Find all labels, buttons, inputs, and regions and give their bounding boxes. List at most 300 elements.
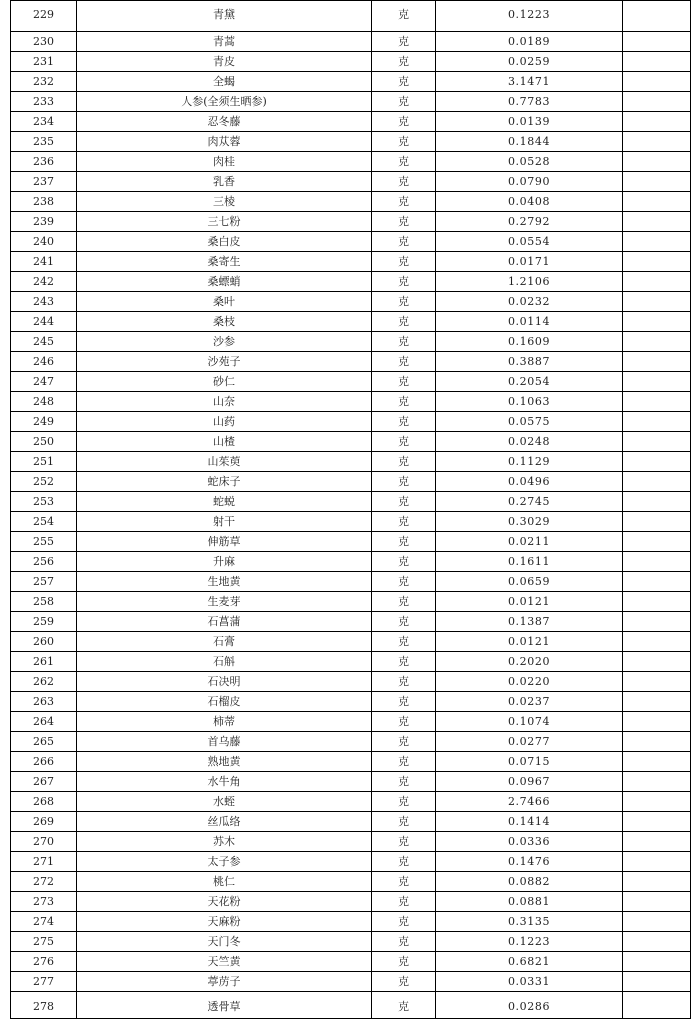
table-row [11, 532, 691, 552]
unit-cell: 克 [372, 332, 436, 352]
unit-cell: 克 [372, 792, 436, 812]
note-cell [623, 752, 691, 772]
note-cell [623, 452, 691, 472]
herb-name-cell: 天竺黄 [77, 952, 372, 972]
herb-name-cell: 山茱萸 [77, 452, 372, 472]
row-number-cell: 277 [11, 972, 77, 992]
unit-cell: 克 [372, 512, 436, 532]
herb-name-cell: 苏木 [77, 832, 372, 852]
note-cell [623, 712, 691, 732]
unit-cell: 克 [372, 592, 436, 612]
value-cell: 0.1223 [436, 932, 623, 952]
herb-name-cell: 石斛 [77, 652, 372, 672]
note-cell [623, 432, 691, 452]
unit-cell: 克 [372, 152, 436, 172]
table-row [11, 852, 691, 872]
table-row [11, 112, 691, 132]
unit-cell: 克 [372, 452, 436, 472]
value-cell: 0.3887 [436, 352, 623, 372]
note-cell [623, 332, 691, 352]
value-cell: 1.2106 [436, 272, 623, 292]
herb-name-cell: 肉桂 [77, 152, 372, 172]
value-cell: 0.0189 [436, 32, 623, 52]
row-number-cell: 250 [11, 432, 77, 452]
note-cell [623, 932, 691, 952]
unit-cell: 克 [372, 172, 436, 192]
value-cell: 0.0528 [436, 152, 623, 172]
unit-cell: 克 [372, 352, 436, 372]
note-cell [623, 212, 691, 232]
note-cell [623, 872, 691, 892]
row-number-cell: 234 [11, 112, 77, 132]
herb-name-cell: 天花粉 [77, 892, 372, 912]
unit-cell: 克 [372, 432, 436, 452]
value-cell: 0.0259 [436, 52, 623, 72]
unit-cell: 克 [372, 52, 436, 72]
herb-name-cell: 人参(全须生晒参) [77, 92, 372, 112]
row-number-cell: 276 [11, 952, 77, 972]
value-cell: 0.0220 [436, 672, 623, 692]
note-cell [623, 492, 691, 512]
unit-cell: 克 [372, 532, 436, 552]
row-number-cell: 265 [11, 732, 77, 752]
row-number-cell: 251 [11, 452, 77, 472]
value-cell: 0.0336 [436, 832, 623, 852]
note-cell [623, 672, 691, 692]
herb-name-cell: 山药 [77, 412, 372, 432]
herb-name-cell: 石菖蒲 [77, 612, 372, 632]
unit-cell: 克 [372, 852, 436, 872]
herb-name-cell: 熟地黄 [77, 752, 372, 772]
unit-cell: 克 [372, 752, 436, 772]
value-cell: 0.0575 [436, 412, 623, 432]
value-cell: 0.1063 [436, 392, 623, 412]
note-cell [623, 1, 691, 32]
table-row [11, 432, 691, 452]
unit-cell: 克 [372, 612, 436, 632]
row-number-cell: 257 [11, 572, 77, 592]
herb-name-cell: 桑叶 [77, 292, 372, 312]
herb-name-cell: 青蒿 [77, 32, 372, 52]
table-row [11, 252, 691, 272]
note-cell [623, 592, 691, 612]
note-cell [623, 472, 691, 492]
value-cell: 0.0237 [436, 692, 623, 712]
herb-name-cell: 石决明 [77, 672, 372, 692]
value-cell: 0.0659 [436, 572, 623, 592]
row-number-cell: 246 [11, 352, 77, 372]
note-cell [623, 952, 691, 972]
table-row [11, 32, 691, 52]
herb-name-cell: 山楂 [77, 432, 372, 452]
herb-name-cell: 桑白皮 [77, 232, 372, 252]
note-cell [623, 132, 691, 152]
unit-cell: 克 [372, 1, 436, 32]
row-number-cell: 245 [11, 332, 77, 352]
table-row [11, 992, 691, 1019]
note-cell [623, 392, 691, 412]
herb-name-cell: 三七粉 [77, 212, 372, 232]
table-row [11, 172, 691, 192]
table-row [11, 132, 691, 152]
unit-cell: 克 [372, 92, 436, 112]
table-row [11, 772, 691, 792]
table-row [11, 92, 691, 112]
row-number-cell: 258 [11, 592, 77, 612]
table-row [11, 152, 691, 172]
note-cell [623, 512, 691, 532]
value-cell: 0.0286 [436, 992, 623, 1019]
unit-cell: 克 [372, 932, 436, 952]
note-cell [623, 312, 691, 332]
herb-name-cell: 石膏 [77, 632, 372, 652]
unit-cell: 克 [372, 992, 436, 1019]
unit-cell: 克 [372, 972, 436, 992]
herb-name-cell: 丝瓜络 [77, 812, 372, 832]
document-page [10, 0, 690, 1019]
note-cell [623, 292, 691, 312]
herb-name-cell: 全蝎 [77, 72, 372, 92]
row-number-cell: 270 [11, 832, 77, 852]
unit-cell: 克 [372, 912, 436, 932]
row-number-cell: 241 [11, 252, 77, 272]
value-cell: 0.6821 [436, 952, 623, 972]
herb-name-cell: 青皮 [77, 52, 372, 72]
row-number-cell: 267 [11, 772, 77, 792]
row-number-cell: 244 [11, 312, 77, 332]
table-row [11, 672, 691, 692]
row-number-cell: 230 [11, 32, 77, 52]
value-cell: 0.0881 [436, 892, 623, 912]
row-number-cell: 242 [11, 272, 77, 292]
table-row [11, 652, 691, 672]
row-number-cell: 254 [11, 512, 77, 532]
value-cell: 0.0554 [436, 232, 623, 252]
value-cell: 0.3135 [436, 912, 623, 932]
table-row [11, 792, 691, 812]
note-cell [623, 652, 691, 672]
note-cell [623, 832, 691, 852]
herb-name-cell: 天门冬 [77, 932, 372, 952]
herb-name-cell: 葶苈子 [77, 972, 372, 992]
table-row [11, 452, 691, 472]
table-row [11, 952, 691, 972]
herb-name-cell: 首乌藤 [77, 732, 372, 752]
value-cell: 0.1223 [436, 1, 623, 32]
value-cell: 0.0248 [436, 432, 623, 452]
herb-name-cell: 天麻粉 [77, 912, 372, 932]
herb-name-cell: 忍冬藤 [77, 112, 372, 132]
unit-cell: 克 [372, 472, 436, 492]
table-row [11, 812, 691, 832]
unit-cell: 克 [372, 212, 436, 232]
table-row [11, 612, 691, 632]
unit-cell: 克 [372, 712, 436, 732]
value-cell: 0.0211 [436, 532, 623, 552]
herb-name-cell: 生麦芽 [77, 592, 372, 612]
row-number-cell: 272 [11, 872, 77, 892]
herb-name-cell: 柿蒂 [77, 712, 372, 732]
value-cell: 0.0139 [436, 112, 623, 132]
note-cell [623, 52, 691, 72]
table-row [11, 292, 691, 312]
herb-name-cell: 桑枝 [77, 312, 372, 332]
row-number-cell: 273 [11, 892, 77, 912]
note-cell [623, 32, 691, 52]
value-cell: 0.0882 [436, 872, 623, 892]
value-cell: 0.1476 [436, 852, 623, 872]
unit-cell: 克 [372, 772, 436, 792]
unit-cell: 克 [372, 132, 436, 152]
table-row [11, 552, 691, 572]
unit-cell: 克 [372, 112, 436, 132]
herb-name-cell: 水蛭 [77, 792, 372, 812]
row-number-cell: 232 [11, 72, 77, 92]
note-cell [623, 192, 691, 212]
unit-cell: 克 [372, 312, 436, 332]
unit-cell: 克 [372, 732, 436, 752]
value-cell: 0.2054 [436, 372, 623, 392]
table-row [11, 752, 691, 772]
herb-name-cell: 桃仁 [77, 872, 372, 892]
value-cell: 0.0715 [436, 752, 623, 772]
herb-name-cell: 砂仁 [77, 372, 372, 392]
unit-cell: 克 [372, 492, 436, 512]
unit-cell: 克 [372, 32, 436, 52]
row-number-cell: 233 [11, 92, 77, 112]
herb-name-cell: 透骨草 [77, 992, 372, 1019]
herb-name-cell: 三棱 [77, 192, 372, 212]
row-number-cell: 229 [11, 1, 77, 32]
value-cell: 3.1471 [436, 72, 623, 92]
note-cell [623, 72, 691, 92]
note-cell [623, 912, 691, 932]
note-cell [623, 372, 691, 392]
table-row [11, 352, 691, 372]
unit-cell: 克 [372, 552, 436, 572]
value-cell: 0.0171 [436, 252, 623, 272]
table-row [11, 272, 691, 292]
price-table [10, 0, 691, 1019]
table-row [11, 572, 691, 592]
unit-cell: 克 [372, 692, 436, 712]
row-number-cell: 249 [11, 412, 77, 432]
herb-name-cell: 沙参 [77, 332, 372, 352]
row-number-cell: 243 [11, 292, 77, 312]
value-cell: 0.0967 [436, 772, 623, 792]
unit-cell: 克 [372, 192, 436, 212]
unit-cell: 克 [372, 272, 436, 292]
row-number-cell: 240 [11, 232, 77, 252]
value-cell: 2.7466 [436, 792, 623, 812]
value-cell: 0.0121 [436, 592, 623, 612]
note-cell [623, 692, 691, 712]
herb-name-cell: 蛇床子 [77, 472, 372, 492]
value-cell: 0.0408 [436, 192, 623, 212]
note-cell [623, 252, 691, 272]
note-cell [623, 572, 691, 592]
row-number-cell: 253 [11, 492, 77, 512]
row-number-cell: 260 [11, 632, 77, 652]
value-cell: 0.0496 [436, 472, 623, 492]
note-cell [623, 792, 691, 812]
unit-cell: 克 [372, 892, 436, 912]
value-cell: 0.0331 [436, 972, 623, 992]
table-row [11, 312, 691, 332]
row-number-cell: 275 [11, 932, 77, 952]
unit-cell: 克 [372, 252, 436, 272]
herb-name-cell: 伸筋草 [77, 532, 372, 552]
table-row [11, 892, 691, 912]
row-number-cell: 262 [11, 672, 77, 692]
row-number-cell: 255 [11, 532, 77, 552]
herb-name-cell: 沙苑子 [77, 352, 372, 372]
note-cell [623, 732, 691, 752]
note-cell [623, 612, 691, 632]
note-cell [623, 972, 691, 992]
value-cell: 0.1074 [436, 712, 623, 732]
note-cell [623, 352, 691, 372]
table-row [11, 72, 691, 92]
table-row [11, 332, 691, 352]
table-row [11, 472, 691, 492]
value-cell: 0.1609 [436, 332, 623, 352]
herb-name-cell: 乳香 [77, 172, 372, 192]
herb-name-cell: 桑螵蛸 [77, 272, 372, 292]
note-cell [623, 772, 691, 792]
table-row [11, 192, 691, 212]
note-cell [623, 272, 691, 292]
row-number-cell: 235 [11, 132, 77, 152]
value-cell: 0.1129 [436, 452, 623, 472]
table-row [11, 692, 691, 712]
table-row [11, 632, 691, 652]
unit-cell: 克 [372, 952, 436, 972]
unit-cell: 克 [372, 572, 436, 592]
row-number-cell: 238 [11, 192, 77, 212]
table-row [11, 492, 691, 512]
herb-name-cell: 生地黄 [77, 572, 372, 592]
table-row [11, 872, 691, 892]
herb-name-cell: 蛇蜕 [77, 492, 372, 512]
unit-cell: 克 [372, 372, 436, 392]
row-number-cell: 274 [11, 912, 77, 932]
row-number-cell: 248 [11, 392, 77, 412]
value-cell: 0.7783 [436, 92, 623, 112]
unit-cell: 克 [372, 232, 436, 252]
row-number-cell: 231 [11, 52, 77, 72]
unit-cell: 克 [372, 632, 436, 652]
table-row [11, 932, 691, 952]
note-cell [623, 412, 691, 432]
unit-cell: 克 [372, 872, 436, 892]
table-row [11, 232, 691, 252]
table-row [11, 912, 691, 932]
herb-name-cell: 太子参 [77, 852, 372, 872]
value-cell: 0.1611 [436, 552, 623, 572]
unit-cell: 克 [372, 392, 436, 412]
table-row [11, 372, 691, 392]
value-cell: 0.2792 [436, 212, 623, 232]
note-cell [623, 172, 691, 192]
row-number-cell: 252 [11, 472, 77, 492]
value-cell: 0.1844 [436, 132, 623, 152]
value-cell: 0.2745 [436, 492, 623, 512]
row-number-cell: 247 [11, 372, 77, 392]
row-number-cell: 278 [11, 992, 77, 1019]
row-number-cell: 236 [11, 152, 77, 172]
unit-cell: 克 [372, 412, 436, 432]
row-number-cell: 263 [11, 692, 77, 712]
value-cell: 0.1414 [436, 812, 623, 832]
unit-cell: 克 [372, 812, 436, 832]
row-number-cell: 256 [11, 552, 77, 572]
herb-name-cell: 射干 [77, 512, 372, 532]
note-cell [623, 992, 691, 1019]
table-row [11, 512, 691, 532]
table-row [11, 412, 691, 432]
row-number-cell: 259 [11, 612, 77, 632]
value-cell: 0.2020 [436, 652, 623, 672]
value-cell: 0.0232 [436, 292, 623, 312]
table-row [11, 712, 691, 732]
note-cell [623, 92, 691, 112]
value-cell: 0.0121 [436, 632, 623, 652]
herb-name-cell: 青黛 [77, 1, 372, 32]
unit-cell: 克 [372, 672, 436, 692]
row-number-cell: 264 [11, 712, 77, 732]
value-cell: 0.3029 [436, 512, 623, 532]
table-row [11, 592, 691, 612]
note-cell [623, 892, 691, 912]
note-cell [623, 532, 691, 552]
note-cell [623, 112, 691, 132]
row-number-cell: 239 [11, 212, 77, 232]
unit-cell: 克 [372, 832, 436, 852]
table-row [11, 1, 691, 32]
row-number-cell: 269 [11, 812, 77, 832]
herb-name-cell: 水牛角 [77, 772, 372, 792]
table-row [11, 732, 691, 752]
row-number-cell: 237 [11, 172, 77, 192]
table-row [11, 972, 691, 992]
row-number-cell: 266 [11, 752, 77, 772]
herb-name-cell: 桑寄生 [77, 252, 372, 272]
table-row [11, 212, 691, 232]
value-cell: 0.0277 [436, 732, 623, 752]
table-row [11, 52, 691, 72]
table-row [11, 832, 691, 852]
note-cell [623, 812, 691, 832]
value-cell: 0.0790 [436, 172, 623, 192]
herb-name-cell: 肉苁蓉 [77, 132, 372, 152]
herb-name-cell: 山奈 [77, 392, 372, 412]
unit-cell: 克 [372, 72, 436, 92]
table-row [11, 392, 691, 412]
herb-name-cell: 升麻 [77, 552, 372, 572]
note-cell [623, 632, 691, 652]
unit-cell: 克 [372, 292, 436, 312]
note-cell [623, 152, 691, 172]
value-cell: 0.1387 [436, 612, 623, 632]
row-number-cell: 271 [11, 852, 77, 872]
price-table-body [11, 1, 691, 1019]
note-cell [623, 552, 691, 572]
herb-name-cell: 石榴皮 [77, 692, 372, 712]
row-number-cell: 268 [11, 792, 77, 812]
row-number-cell: 261 [11, 652, 77, 672]
unit-cell: 克 [372, 652, 436, 672]
